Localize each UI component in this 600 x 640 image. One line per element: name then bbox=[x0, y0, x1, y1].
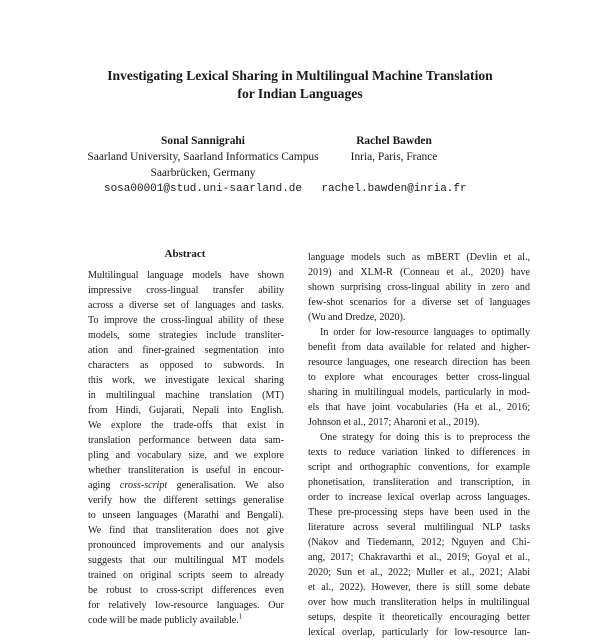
author-name: Sonal Sannigrahi bbox=[161, 135, 245, 147]
abstract-line: translation performance between data sam- bbox=[88, 435, 284, 446]
author-block-1 bbox=[72, 133, 334, 197]
body-line: One strategy for doing this is to preprocess the bbox=[320, 432, 530, 443]
paper-title bbox=[60, 67, 540, 103]
abstract-line: whether transliteration is useful in encour- bbox=[88, 465, 284, 476]
body-line: els that have joint vocabularies (Ha et al., 2016; bbox=[308, 402, 530, 413]
abstract-line-text: aging bbox=[88, 480, 111, 491]
abstract-line: across a diverse set of languages and tasks. bbox=[88, 300, 284, 311]
body-line: over how much transliteration helps in multilingual bbox=[308, 597, 530, 608]
abstract-line-text: code will be made publicly available. bbox=[88, 615, 239, 626]
author-affiliation: Saarbrücken, Germany bbox=[150, 167, 256, 179]
abstract-line: To improve the cross-lingual ability of these bbox=[88, 315, 284, 326]
body-line: benefit from data available for related and higher- bbox=[308, 342, 530, 353]
abstract-line: this work, we investigate lexical sharing bbox=[88, 375, 284, 386]
body-line: 2020; Sun et al., 2022; Muller et al., 2021; Alabi bbox=[308, 567, 530, 578]
abstract-line: verify how the different settings generalise bbox=[88, 495, 284, 506]
body-line: resource languages, one research direction has been bbox=[308, 357, 530, 368]
body-line: These pre-processing steps have been used in the bbox=[308, 507, 530, 518]
footnote-marker[interactable]: 1 bbox=[238, 612, 243, 621]
body-line: (Nakov and Tiedemann, 2012; Nguyen and Chi- bbox=[308, 537, 530, 548]
abstract-line: to unseen languages (Marathi and Bengali). bbox=[88, 510, 284, 521]
abstract-line: We find that transliteration does not give bbox=[88, 525, 284, 536]
body-line: shown surprising cross-lingual ability in zero and bbox=[308, 282, 530, 293]
abstract-line: ation and finer-grained segmentation into bbox=[88, 345, 284, 356]
author-affiliation: Saarland University, Saarland Informatics Campus bbox=[87, 151, 319, 163]
abstract-heading: Abstract bbox=[164, 248, 206, 260]
body-line: few-shot scenarios for a diverse set of languages bbox=[308, 297, 530, 308]
author-name: Rachel Bawden bbox=[356, 135, 432, 147]
body-line: script and orthographic conventions, for example bbox=[308, 462, 530, 473]
abstract-line-text: generalisation. We also bbox=[176, 480, 284, 491]
body-line: et al., 2022). However, there is still some debate bbox=[308, 582, 530, 593]
body-line: phonetisation, transliteration and transcription, in bbox=[308, 477, 530, 488]
body-line: Johnson et al., 2017; Aharoni et al., 2019). bbox=[308, 417, 480, 428]
abstract-line bbox=[88, 478, 284, 493]
abstract-line bbox=[88, 612, 243, 626]
body-line: (Wu and Dredze, 2020). bbox=[308, 312, 406, 323]
author-block-2 bbox=[314, 133, 474, 197]
body-line: setups, despite it theoretically encouraging better bbox=[308, 612, 530, 623]
author-email[interactable]: sosa00001@stud.uni-saarland.de bbox=[103, 183, 303, 195]
author-email[interactable]: rachel.bawden@inria.fr bbox=[321, 183, 467, 195]
author-affiliation: Inria, Paris, France bbox=[350, 151, 438, 163]
emphasis-cross-script: cross-script bbox=[119, 480, 168, 491]
body-line: texts to reduce variation linked to differences in bbox=[308, 447, 530, 458]
abstract-line: for relatively low-resource languages. Our bbox=[88, 600, 284, 611]
abstract-line: Multilingual language models have shown bbox=[88, 270, 284, 281]
body-line: to explore what encourages better cross-lingual bbox=[308, 372, 530, 383]
body-line: order to increase lexical overlap across languages. bbox=[308, 492, 530, 503]
abstract-line: from Hindi, Gujarati, Nepali into English. bbox=[88, 405, 284, 416]
abstract-body bbox=[88, 268, 284, 628]
abstract-line: pling and vocabulary size, and we explore bbox=[88, 450, 284, 461]
abstract-line: We explore the trade-offs that exist in bbox=[88, 420, 284, 431]
intro-body bbox=[308, 250, 530, 640]
body-line: 2019) and XLM-R (Conneau et al., 2020) have bbox=[308, 267, 530, 278]
body-line: lexical overlap, particularly for low-resource lan- bbox=[308, 627, 530, 638]
abstract-line: in multilingual machine translation (MT) bbox=[88, 390, 284, 401]
abstract-line: suggests that our multilingual MT models bbox=[88, 555, 284, 566]
title-line-1: Investigating Lexical Sharing in Multilingual Machine Translation bbox=[107, 68, 493, 83]
abstract-line: trained on original scripts seem to already bbox=[88, 570, 284, 581]
body-line: literature across several multilingual NLP tasks bbox=[308, 522, 530, 533]
body-line: ang, 2017; Chakravarthi et al., 2019; Goyal et al., bbox=[308, 552, 530, 563]
body-line: sharing in multilingual models, particularly in mod- bbox=[308, 387, 530, 398]
abstract-line: pronounced improvements and our analysis bbox=[88, 540, 284, 551]
abstract-line: characters as opposed to subwords. In bbox=[88, 360, 284, 371]
abstract-line: impressive cross-lingual transfer ability bbox=[88, 285, 284, 296]
title-line-2: for Indian Languages bbox=[237, 86, 363, 101]
abstract-line: models, some strategies include transliter- bbox=[88, 330, 284, 341]
body-line: In order for low-resource languages to optimally bbox=[320, 327, 530, 338]
body-line: language models such as mBERT (Devlin et al., bbox=[308, 252, 530, 263]
abstract-line: be robust to cross-script differences even bbox=[88, 585, 284, 596]
